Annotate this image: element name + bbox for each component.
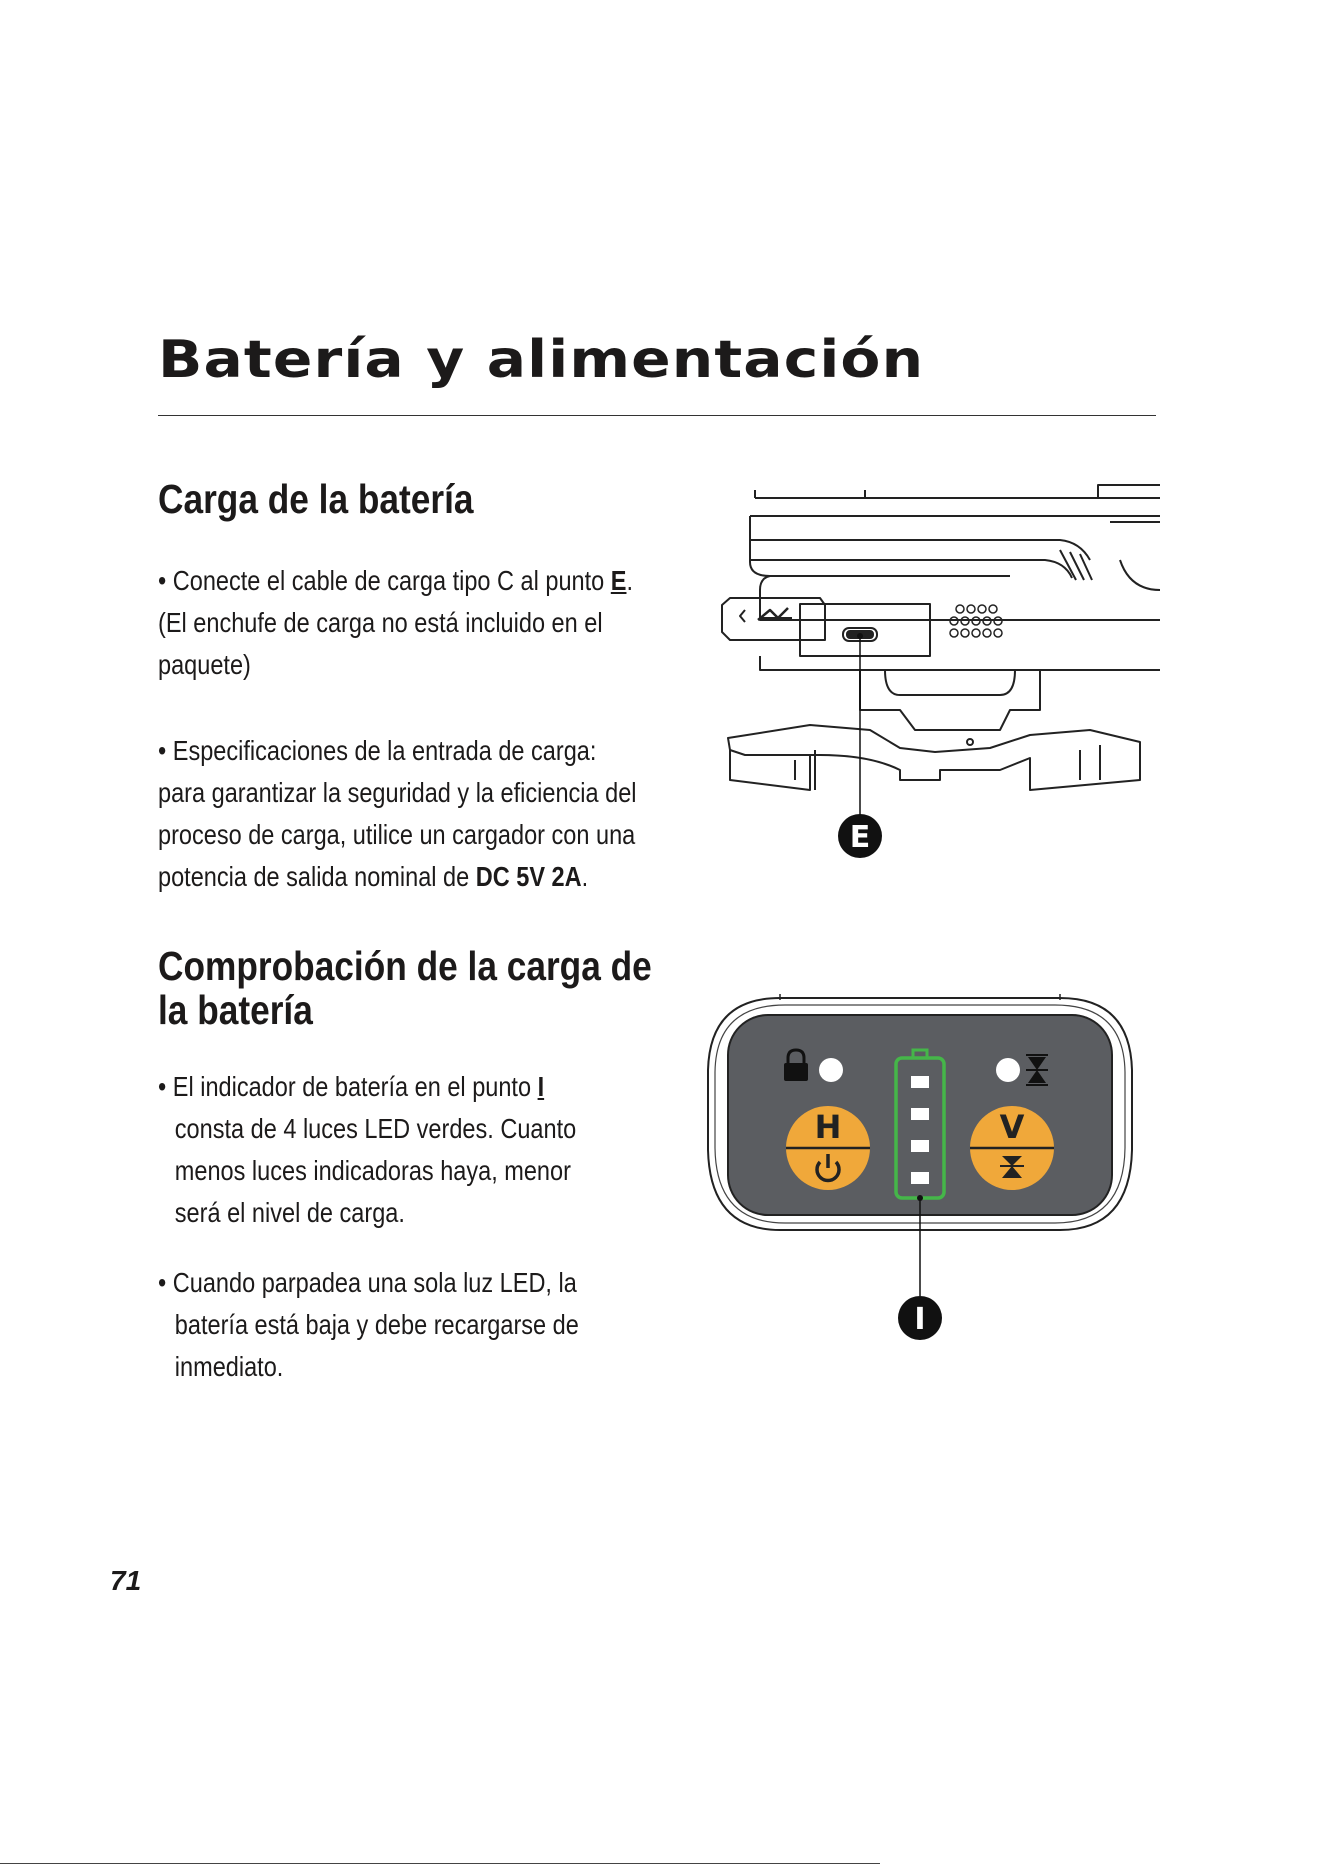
battery-led-3	[911, 1140, 929, 1152]
para2-line-4: potencia de salida nominal de	[158, 861, 476, 892]
page-number: 71	[110, 1565, 142, 1596]
bullet3-line-3: menos luces indicadoras haya, menor	[174, 1155, 571, 1186]
bullet4-line-3: inmediato.	[174, 1351, 284, 1382]
v-button-letter: V	[999, 1108, 1025, 1146]
page-title: Batería y alimentación	[158, 330, 925, 390]
v-vertical-button[interactable]	[970, 1106, 1054, 1190]
vertical-compress-icon	[1026, 1054, 1048, 1086]
bullet3-line-2: consta de 4 luces LED verdes. Cuanto	[174, 1113, 577, 1144]
charging-spec-paragraph	[158, 730, 637, 898]
charger-spec: DC 5V 2A	[475, 861, 582, 892]
h-power-button[interactable]	[786, 1106, 870, 1190]
ref-point-e: E	[610, 565, 627, 596]
h-button-letter: H	[814, 1108, 842, 1146]
para2-line-2: para garantizar la seguridad y la eficiencia del	[158, 777, 637, 808]
battery-led-1	[911, 1076, 929, 1088]
low-battery-paragraph	[158, 1262, 579, 1388]
bullet4-line-2: batería está baja y debe recargarse de	[174, 1309, 579, 1340]
bullet3-line-1: • El indicador de batería en el punto	[158, 1071, 538, 1102]
battery-indicator-paragraph	[158, 1066, 576, 1234]
battery-led-2	[911, 1108, 929, 1120]
bullet3-line-4: será el nivel de carga.	[174, 1197, 405, 1228]
callout-i-letter: I	[914, 1302, 926, 1337]
control-panel-figure	[700, 990, 1140, 1390]
charging-instruction-paragraph	[158, 560, 633, 686]
sec2-heading-line-2: la batería	[158, 987, 313, 1033]
para1-line-1: • Conecte el cable de carga tipo C al punto	[158, 565, 611, 596]
para1-line-2: (El enchufe de carga no está incluido en el	[158, 607, 603, 638]
sec2-heading-line-1: Comprobación de la carga de	[158, 943, 652, 989]
para2-line-3: proceso de carga, utilice un cargador con una	[158, 819, 636, 850]
section-heading-battery-check	[158, 944, 652, 1032]
para2-line-4-end: .	[581, 861, 589, 892]
footer-divider	[0, 1863, 880, 1864]
lock-status-led	[819, 1058, 843, 1082]
title-divider	[158, 415, 1156, 416]
para1-line-1-end: .	[626, 565, 634, 596]
callout-e-letter: E	[849, 820, 871, 855]
charging-port-figure	[700, 480, 1160, 860]
ref-point-i: I	[537, 1071, 545, 1102]
vertical-status-led	[996, 1058, 1020, 1082]
battery-led-4	[911, 1172, 929, 1184]
section-heading-charging: Carga de la batería	[158, 476, 474, 522]
para1-line-3: paquete)	[158, 649, 251, 680]
bullet4-line-1: • Cuando parpadea una sola luz LED, la	[158, 1267, 577, 1298]
para2-line-1: • Especificaciones de la entrada de carga:	[158, 735, 597, 766]
